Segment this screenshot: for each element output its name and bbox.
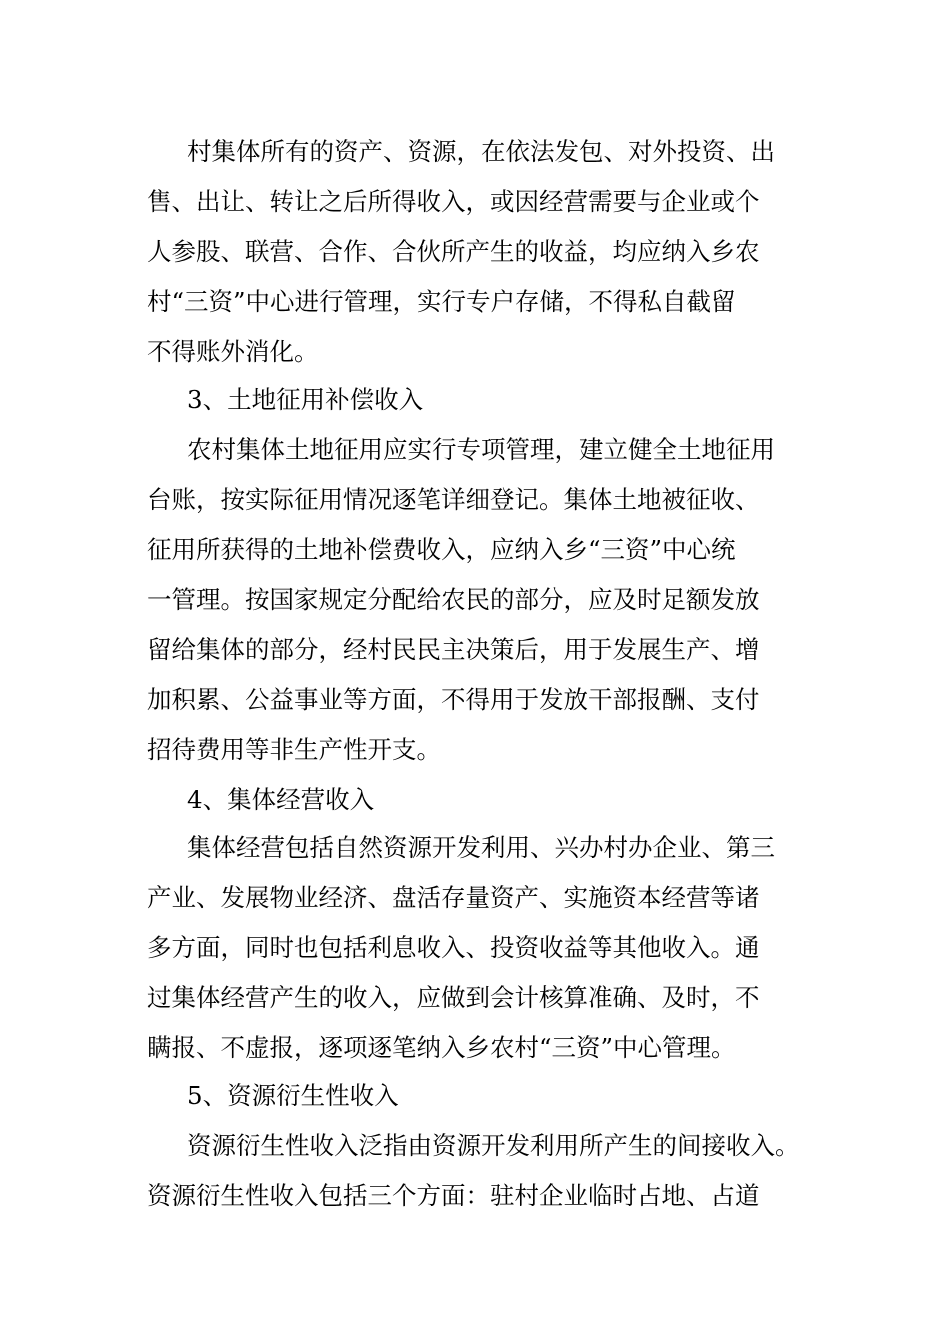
paragraph-line: 农村集体土地征用应实行专项管理，建立健全土地征用 bbox=[187, 435, 775, 464]
section-heading: 3、土地征用补偿收入 bbox=[187, 385, 424, 414]
paragraph-line: 留给集体的部分，经村民民主决策后，用于发展生产、增 bbox=[147, 635, 760, 664]
paragraph-line: 售、出让、转让之后所得收入，或因经营需要与企业或个 bbox=[147, 187, 760, 216]
paragraph-line: 人参股、联营、合作、合伙所产生的收益，均应纳入乡农 bbox=[147, 237, 760, 266]
paragraph-line: 瞒报、不虚报，逐项逐笔纳入乡农村“三资”中心管理。 bbox=[147, 1033, 736, 1062]
paragraph-line: 资源衍生性收入泛指由资源开发利用所产生的间接收入。 bbox=[187, 1131, 800, 1160]
paragraph-line: 集体经营包括自然资源开发利用、兴办村办企业、第三 bbox=[187, 833, 775, 862]
paragraph-line: 过集体经营产生的收入，应做到会计核算准确、及时，不 bbox=[147, 983, 760, 1012]
paragraph-line: 招待费用等非生产性开支。 bbox=[147, 735, 441, 764]
paragraph-line: 台账，按实际征用情况逐笔详细登记。集体土地被征收、 bbox=[147, 485, 760, 514]
paragraph-line: 多方面，同时也包括利息收入、投资收益等其他收入。通 bbox=[147, 933, 760, 962]
paragraph-line: 一管理。按国家规定分配给农民的部分，应及时足额发放 bbox=[147, 585, 760, 614]
section-heading: 5、资源衍生性收入 bbox=[187, 1081, 399, 1110]
paragraph-line: 征用所获得的土地补偿费收入，应纳入乡“三资”中心统 bbox=[147, 535, 736, 564]
paragraph-line: 产业、发展物业经济、盘活存量资产、实施资本经营等诸 bbox=[147, 883, 760, 912]
paragraph-line: 村集体所有的资产、资源，在依法发包、对外投资、出 bbox=[187, 137, 775, 166]
paragraph-line: 不得账外消化。 bbox=[147, 337, 319, 366]
paragraph-line: 加积累、公益事业等方面，不得用于发放干部报酬、支付 bbox=[147, 685, 760, 714]
section-heading: 4、集体经营收入 bbox=[187, 785, 375, 814]
paragraph-line: 村“三资”中心进行管理，实行专户存储，不得私自截留 bbox=[147, 287, 736, 316]
paragraph-line: 资源衍生性收入包括三个方面：驻村企业临时占地、占道 bbox=[147, 1181, 760, 1210]
